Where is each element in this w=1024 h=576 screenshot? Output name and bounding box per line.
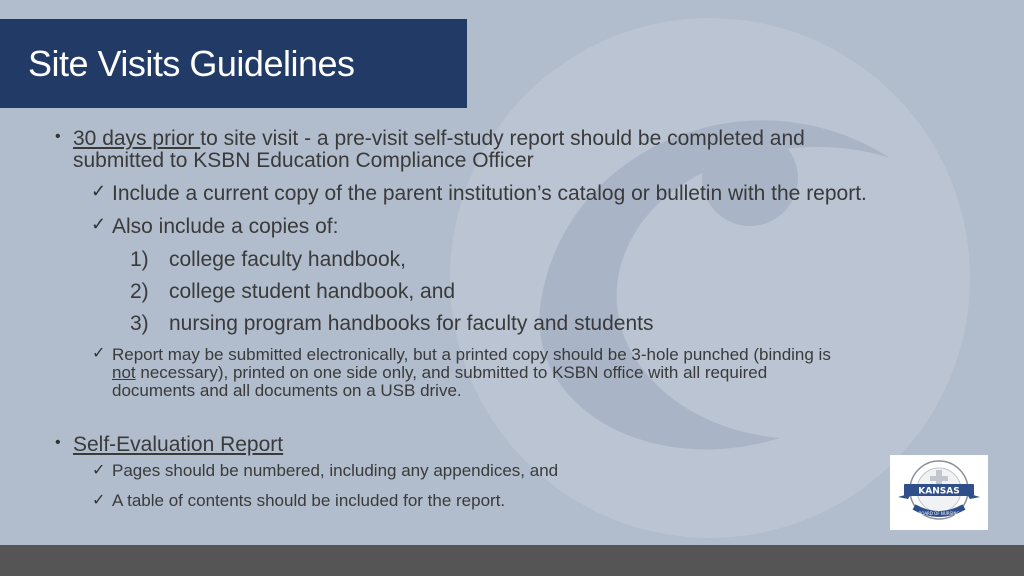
page-title: Site Visits Guidelines: [28, 42, 355, 84]
bullet-icon: •: [55, 434, 61, 451]
numbered-item-text: college faculty handbook,: [169, 248, 406, 271]
section1-heading-line1: [73, 127, 805, 151]
footer-bar: [0, 545, 1024, 576]
numbered-item-num: 1): [130, 248, 149, 271]
ksbn-logo: [890, 455, 988, 530]
section1-heading-rest: to site visit - a pre-visit self-study report should be completed and: [200, 127, 805, 150]
svg-text:BOARD OF NURSING: BOARD OF NURSING: [918, 511, 960, 516]
numbered-item-num: 2): [130, 280, 149, 303]
check-icon: ✓: [92, 492, 106, 509]
section1-check1: Include a current copy of the parent institution’s catalog or bulletin with the report.: [112, 182, 867, 205]
section1-check2: Also include a copies of:: [112, 215, 339, 238]
section1-check3-line3: documents and all documents on a USB drive.: [112, 381, 462, 400]
section1-check3-line2: [112, 364, 767, 381]
section2-check2: A table of contents should be included for the report.: [112, 491, 506, 510]
numbered-item-text: college student handbook, and: [169, 280, 456, 303]
section1-underlined-text: 30 days prior: [73, 127, 201, 150]
check-icon: ✓: [92, 462, 106, 479]
bullet-icon: •: [55, 128, 61, 145]
section1-check3-line1: Report may be submitted electronically, but a printed copy should be 3-hole punched (binding is: [112, 345, 831, 364]
self-evaluation-link[interactable]: Self-Evaluation Report: [73, 433, 284, 456]
section2-heading: [73, 433, 283, 457]
not-underlined-text: not: [112, 363, 136, 382]
section1-heading-line2: submitted to KSBN Education Compliance Officer: [73, 149, 534, 172]
ksbn-seal-icon: [890, 455, 988, 530]
svg-text:KANSAS: KANSAS: [918, 486, 960, 497]
section1-check3-line2-rest: necessary), printed on one side only, and submitted to KSBN office with all required: [135, 363, 768, 382]
section2-check1: Pages should be numbered, including any appendices, and: [112, 461, 559, 480]
numbered-item-text: nursing program handbooks for faculty and students: [169, 312, 654, 335]
check-icon: ✓: [91, 181, 107, 201]
check-icon: ✓: [91, 214, 107, 234]
numbered-item-num: 3): [130, 312, 149, 335]
check-icon: ✓: [92, 345, 106, 362]
